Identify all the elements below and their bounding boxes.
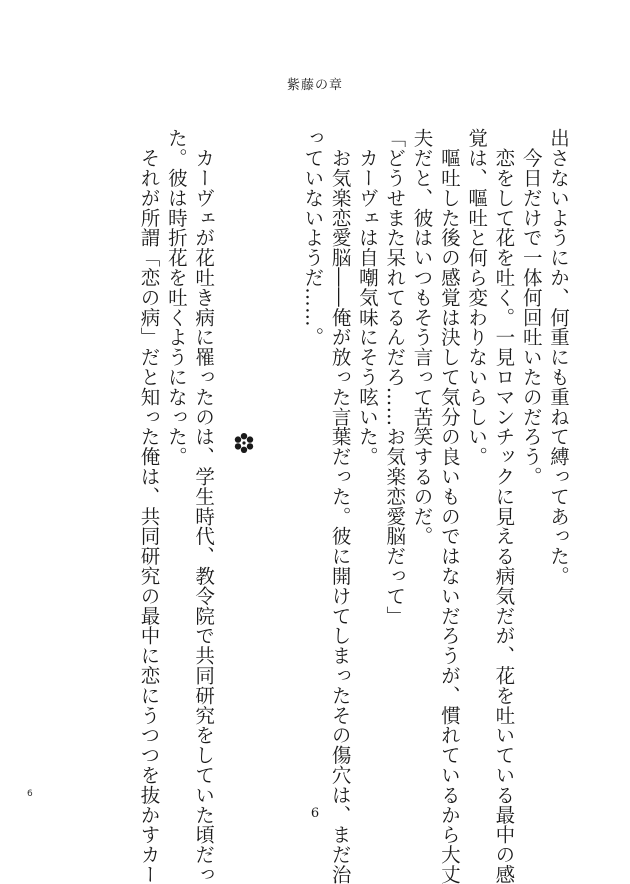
flower-ornament-icon bbox=[233, 432, 255, 454]
running-header: 紫藤の章 bbox=[286, 78, 343, 93]
vertical-text-body bbox=[135, 128, 572, 884]
text-line: 出さないようにか、何重にも重ねて縛ってあった。 bbox=[547, 128, 570, 586]
text-line: カーヴェが花吐き病に罹ったのは、学生時代、教令院で共同研究をしていた頃だっ bbox=[192, 128, 216, 884]
text-line: 今日だけで一体何回吐いたのだろう。 bbox=[519, 128, 543, 487]
page-number: 6 bbox=[310, 806, 320, 821]
text-line: 嘔吐した後の感覚は決して気分の良いものではないだろうが、慣れているから大丈 bbox=[437, 128, 461, 884]
text-line: 夫だと、彼はいつもそう言って苦笑するのだ。 bbox=[410, 128, 434, 546]
text-line: 「どうせまた呆れてるんだろ……お気楽恋愛脳だって」 bbox=[383, 128, 407, 626]
text-line: た。彼は時折花を吐くようになった。 bbox=[164, 128, 188, 467]
text-line: っていないようだ……。 bbox=[301, 128, 325, 347]
text-line: カーヴェは自嘲気味にそう呟いた。 bbox=[355, 128, 379, 467]
margin-page-number: 6 bbox=[27, 789, 33, 799]
text-line: 恋をして花を吐く。一見ロマンチックに見える病気だが、花を吐いている最中の感 bbox=[492, 128, 516, 884]
text-line: 覚は、嘔吐と何ら変わりないらしい。 bbox=[465, 128, 489, 467]
section-gap bbox=[272, 128, 299, 778]
text-line-with-ruby: お気楽恋愛脳――俺が放った言葉だった。彼に開けてしまったその傷穴は、まだ治 bbox=[328, 128, 352, 884]
text-line: それが所謂「恋の病」だと知った俺は、共同研究の最中に恋にうつつを抜かすカー bbox=[137, 128, 161, 884]
